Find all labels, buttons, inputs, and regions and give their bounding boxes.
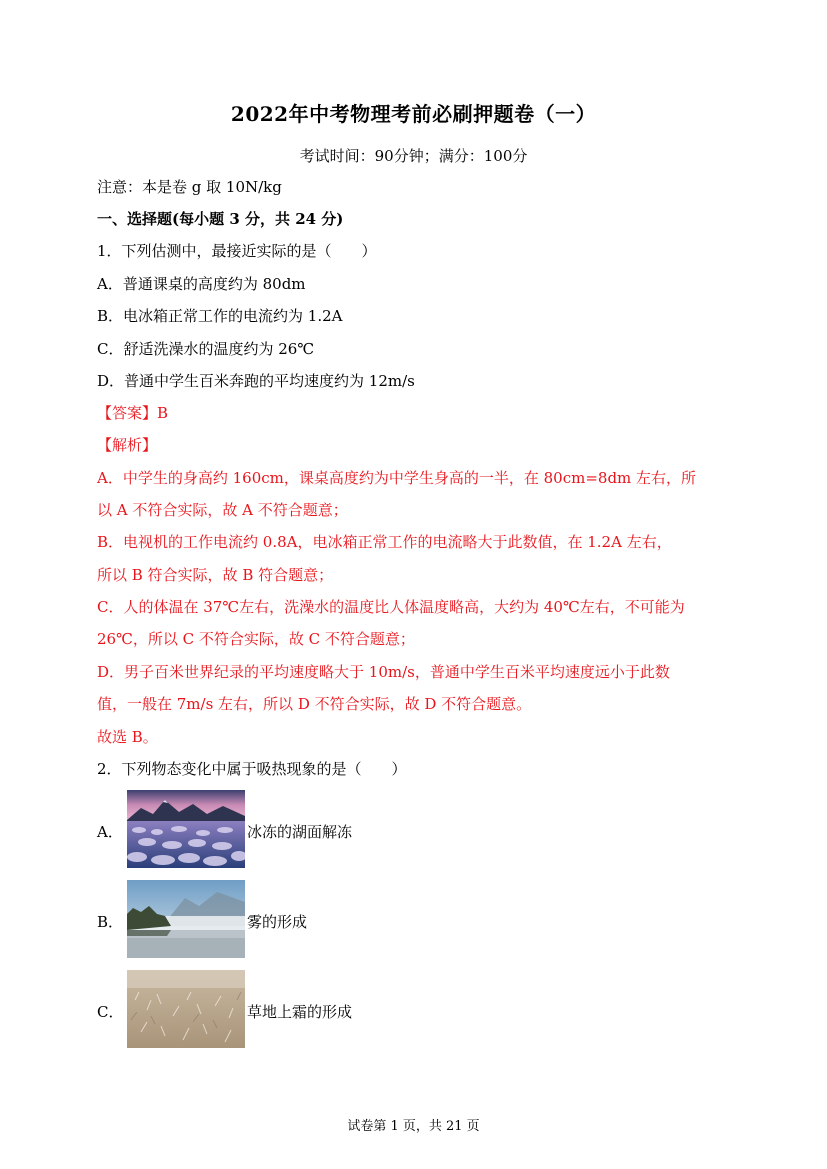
question-2-stem: 2．下列物态变化中属于吸热现象的是（ ）	[97, 760, 407, 778]
analysis-line: 所以 B 符合实际，故 B 符合题意；	[97, 566, 334, 584]
question-1-option-a: A．普通课桌的高度约为 80dm	[97, 275, 306, 293]
question-2-option-b-text: 雾的形成	[247, 913, 308, 931]
analysis-line: D．男子百米世界纪录的平均速度略大于 10m/s，普通中学生百米平均速度远小于此数	[97, 663, 670, 681]
analysis-line: B．电视机的工作电流约 0.8A，电冰箱正常工作的电流略大于此数值，在 1.2A 左右，	[97, 533, 672, 551]
page-title: 2022年中考物理考前必刷押题卷（一）	[230, 102, 597, 126]
analysis-line: 值，一般在 7m/s 左右，所以 D 不符合实际，故 D 不符合题意。	[97, 695, 532, 713]
frost-grass-image	[127, 970, 245, 1048]
note-text: 注意：本是卷 g 取 10N/kg	[97, 178, 282, 196]
analysis-line: 以 A 不符合实际，故 A 不符合题意；	[97, 501, 348, 519]
question-2-option-a-letter: A．	[97, 823, 123, 841]
conclusion-text: 故选 B。	[97, 728, 158, 746]
page-footer: 试卷第 1 页，共 21 页	[347, 1119, 480, 1134]
question-2-option-c-text: 草地上霜的形成	[247, 1003, 353, 1021]
question-1-stem: 1．下列估测中，最接近实际的是（ ）	[97, 242, 377, 260]
question-1-option-d: D．普通中学生百米奔跑的平均速度约为 12m/s	[97, 372, 415, 390]
question-2-option-c-letter: C．	[97, 1003, 124, 1021]
exam-info: 考试时间：90分钟；满分：100分	[299, 147, 528, 165]
frozen-lake-image	[127, 790, 245, 868]
analysis-label: 【解析】	[97, 436, 158, 454]
question-1-option-b: B．电冰箱正常工作的电流约为 1.2A	[97, 307, 343, 325]
fog-image	[127, 880, 245, 958]
question-2-option-b-letter: B．	[97, 913, 124, 931]
question-1-option-c: C．舒适洗澡水的温度约为 26℃	[97, 340, 315, 358]
analysis-line: C．人的体温在 37℃左右，洗澡水的温度比人体温度略高，大约为 40℃左右，不可能为	[97, 598, 685, 616]
analysis-line: A．中学生的身高约 160cm，课桌高度约为中学生身高的一半，在 80cm=8dm 左右，所	[97, 469, 697, 487]
answer-label: 【答案】B	[97, 404, 169, 422]
question-2-option-a-text: 冰冻的湖面解冻	[247, 823, 353, 841]
section-heading: 一、选择题(每小题 3 分，共 24 分)	[97, 210, 344, 228]
analysis-line: 26℃，所以 C 不符合实际，故 C 不符合题意；	[97, 630, 415, 648]
